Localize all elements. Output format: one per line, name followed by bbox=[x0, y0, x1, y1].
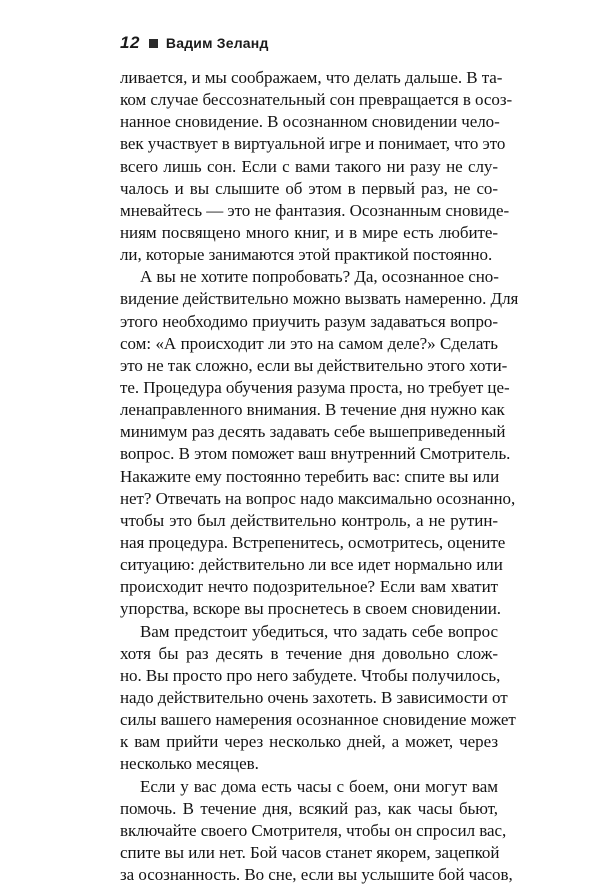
text-line: вопрос. В этом поможет ваш внутренний Смотритель. bbox=[120, 444, 511, 464]
text-line: Если у вас дома есть часы с боем, они могут вам bbox=[140, 776, 498, 796]
text-line: к вам прийти через несколько дней, а может, через bbox=[120, 732, 498, 752]
text-line: чалось и вы слышите об этом в первый раз, не со- bbox=[120, 178, 498, 198]
text-line: но. Вы просто про него забудете. Чтобы получилось, bbox=[120, 665, 501, 685]
text-line: этого необходимо приучить разум задаваться вопро- bbox=[120, 311, 498, 331]
text-line: включайте своего Смотрителя, чтобы он спросил вас, bbox=[120, 820, 507, 840]
text-line: ком случае бессознательный сон превращается в осоз- bbox=[120, 90, 513, 110]
text-line: это не так сложно, если вы действительно этого хоти- bbox=[120, 355, 508, 375]
author-name: Вадим Зеланд bbox=[165, 35, 269, 51]
text-line: хотя бы раз десять в течение дня довольно слож- bbox=[120, 643, 498, 663]
text-line: помочь. В течение дня, всякий раз, как часы бьют, bbox=[120, 798, 498, 818]
text-line: ленаправленного внимания. В течение дня нужно как bbox=[120, 400, 505, 420]
text-line: несколько месяцев. bbox=[120, 754, 259, 774]
text-line: силы вашего намерения осознанное сновидение может bbox=[120, 710, 516, 730]
text-line: за осознанность. Во сне, если вы услышите бой часов, bbox=[120, 865, 513, 885]
text-line: ли, которые занимаются этой практикой постоянно. bbox=[120, 245, 493, 265]
text-line: сом: «А происходит ли это на самом деле?» Сделать bbox=[120, 333, 498, 353]
text-line: минимум раз десять задавать себе вышеприведенный bbox=[120, 422, 506, 442]
text-line: всего лишь сон. Если с вами такого ни разу не слу- bbox=[120, 156, 498, 176]
text-line: ная процедура. Встрепенитесь, осмотритесь, оцените bbox=[120, 532, 506, 552]
text-line: надо действительно очень захотеть. В зависимости от bbox=[120, 687, 508, 707]
running-head bbox=[120, 33, 269, 53]
text-line: ситуацию: действительно ли все идет нормально или bbox=[120, 555, 503, 575]
text-line: ливается, и мы соображаем, что делать дальше. В та- bbox=[120, 68, 503, 87]
text-line: мневайтесь — это не фантазия. Осознанным сновиде- bbox=[120, 200, 510, 220]
page-number: 12 bbox=[120, 33, 140, 52]
text-line: чтобы это был действительно контроль, а не рутин- bbox=[120, 510, 498, 530]
square-separator-icon bbox=[149, 39, 158, 48]
text-line: происходит нечто подозрительное? Если вам хватит bbox=[120, 577, 498, 597]
text-line: видение действительно можно вызвать намеренно. Для bbox=[120, 289, 519, 309]
text-line: ниям посвящено много книг, и в мире есть любите- bbox=[120, 222, 498, 242]
text-line: Накажите ему постоянно теребить вас: спите вы или bbox=[120, 466, 500, 486]
text-line: спите вы или нет. Бой часов станет якорем, зацепкой bbox=[120, 842, 500, 862]
text-line: упорства, вскоре вы проснетесь в своем сновидении. bbox=[120, 599, 501, 619]
text-line: нанное сновидение. В осознанном сновидении чело- bbox=[120, 112, 500, 132]
text-line: Вам предстоит убедиться, что задать себе вопрос bbox=[140, 621, 498, 641]
text-line: А вы не хотите попробовать? Да, осознанное сно- bbox=[140, 267, 499, 287]
text-line: век участвует в виртуальной игре и понимает, что это bbox=[120, 134, 506, 154]
text-line: нет? Отвечать на вопрос надо максимально осознанно, bbox=[120, 488, 516, 508]
text-line: те. Процедура обучения разума проста, но требует це- bbox=[120, 377, 510, 397]
body-text bbox=[120, 67, 519, 886]
